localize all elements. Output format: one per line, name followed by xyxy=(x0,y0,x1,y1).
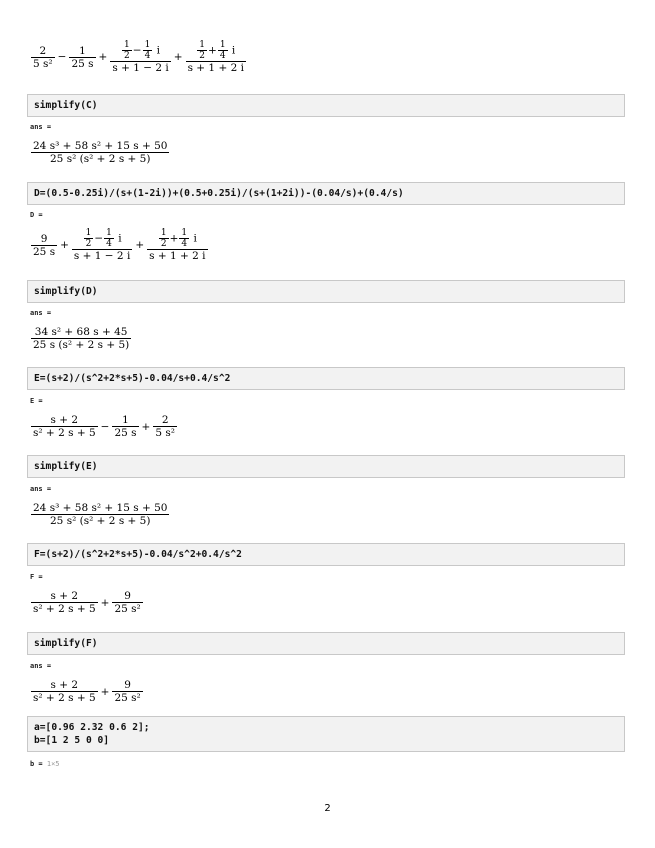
operator: + xyxy=(169,232,179,245)
output-expression xyxy=(30,326,132,351)
denominator: s + 1 − 2 i xyxy=(112,62,169,74)
numerator: 9 xyxy=(112,590,142,603)
numerator: 1 xyxy=(69,45,95,58)
output-expression xyxy=(30,502,170,527)
operator: + xyxy=(208,44,217,57)
page-number: 2 xyxy=(324,803,331,814)
output-label: E = xyxy=(30,397,43,405)
denominator: 25 s xyxy=(71,57,94,70)
denominator: 4 xyxy=(144,51,151,61)
numerator: 24 s³ + 58 s² + 15 s + 50 xyxy=(33,140,168,152)
operator: + xyxy=(141,420,151,433)
numerator: s + 2 xyxy=(31,414,98,427)
size-hint[interactable]: 1×5 xyxy=(46,760,60,768)
numerator: 2 xyxy=(153,414,177,427)
denominator: 4 xyxy=(106,239,112,249)
numerator: 1 xyxy=(112,414,138,427)
denominator: 2 xyxy=(199,51,205,61)
numerator: 1 xyxy=(85,228,92,238)
variable-name: b = xyxy=(30,760,43,768)
operator: + xyxy=(98,51,108,63)
denominator: 25 s xyxy=(114,427,137,439)
code-cell[interactable]: a=[0.96 2.32 0.6 2]; b=[1 2 5 0 0] xyxy=(27,716,625,752)
output-label: ans = xyxy=(30,309,52,317)
operator: + xyxy=(60,239,69,251)
code-cell[interactable]: F=(s+2)/(s^2+2*s+5)-0.04/s^2+0.4/s^2 xyxy=(27,543,625,566)
operator: − xyxy=(57,51,67,63)
operator: − xyxy=(100,420,110,433)
denominator: s + 1 + 2 i xyxy=(149,250,206,262)
denominator: 25 s² xyxy=(114,603,141,615)
numerator: 1 xyxy=(199,40,205,50)
numerator: 1 xyxy=(219,40,226,50)
denominator: 25 s² (s² + 2 s + 5) xyxy=(50,153,151,165)
denominator: s² + 2 s + 5 xyxy=(33,692,96,704)
output-label: ans = xyxy=(30,123,52,131)
operator: − xyxy=(94,232,104,245)
denominator: 5 s² xyxy=(155,427,175,439)
numerator: s + 2 xyxy=(31,679,98,692)
code-cell[interactable]: simplify(C) xyxy=(27,94,625,117)
operator: + xyxy=(135,239,145,251)
output-expression xyxy=(30,590,144,615)
numerator: 9 xyxy=(112,679,142,692)
denominator: 25 s (s² + 2 s + 5) xyxy=(33,339,130,351)
output-expression xyxy=(30,414,178,439)
denominator: 25 s xyxy=(33,245,56,258)
numerator: 24 s³ + 58 s² + 15 s + 50 xyxy=(33,502,168,514)
denominator: s² + 2 s + 5 xyxy=(33,427,96,439)
output-label xyxy=(30,760,60,768)
denominator: 2 xyxy=(124,51,130,61)
denominator: s + 1 + 2 i xyxy=(187,62,244,74)
output-expression xyxy=(30,140,170,165)
code-cell[interactable]: D=(0.5-0.25i)/(s+(1-2i))+(0.5+0.25i)/(s+(1+2i))-(0.04/s)+(0.4/s) xyxy=(27,182,625,205)
expression-c xyxy=(30,40,247,74)
operator: + xyxy=(173,51,183,63)
denominator: s² + 2 s + 5 xyxy=(33,603,96,615)
numerator: 9 xyxy=(31,233,57,246)
imaginary-unit: i xyxy=(156,44,161,57)
operator: + xyxy=(100,596,110,609)
numerator: 1 xyxy=(160,228,167,238)
code-cell[interactable]: E=(s+2)/(s^2+2*s+5)-0.04/s+0.4/s^2 xyxy=(27,367,625,390)
denominator: 2 xyxy=(85,239,92,249)
code-cell[interactable]: simplify(F) xyxy=(27,632,625,655)
numerator: 2 xyxy=(31,45,55,58)
operator: + xyxy=(100,685,110,698)
code-cell[interactable]: simplify(D) xyxy=(27,280,625,303)
denominator: s + 1 − 2 i xyxy=(73,250,131,262)
denominator: 2 xyxy=(160,239,167,249)
numerator: 1 xyxy=(106,228,112,238)
output-label: F = xyxy=(30,573,43,581)
operator: − xyxy=(132,44,142,57)
denominator: 5 s² xyxy=(33,57,53,70)
imaginary-unit: i xyxy=(231,44,236,57)
output-label: ans = xyxy=(30,485,52,493)
numerator: 1 xyxy=(181,228,188,238)
denominator: 4 xyxy=(219,51,226,61)
denominator: 25 s² xyxy=(114,692,141,704)
numerator: 1 xyxy=(144,40,151,50)
imaginary-unit: i xyxy=(193,232,197,245)
imaginary-unit: i xyxy=(118,232,122,245)
output-expression xyxy=(30,679,144,704)
denominator: 4 xyxy=(181,239,188,249)
numerator: 34 s² + 68 s + 45 xyxy=(31,326,131,339)
code-cell[interactable]: simplify(E) xyxy=(27,455,625,478)
output-label: ans = xyxy=(30,662,52,670)
numerator: 1 xyxy=(124,40,130,50)
denominator: 25 s² (s² + 2 s + 5) xyxy=(50,515,151,527)
output-label: D = xyxy=(30,211,43,219)
numerator: s + 2 xyxy=(31,590,98,603)
output-expression xyxy=(30,228,209,262)
